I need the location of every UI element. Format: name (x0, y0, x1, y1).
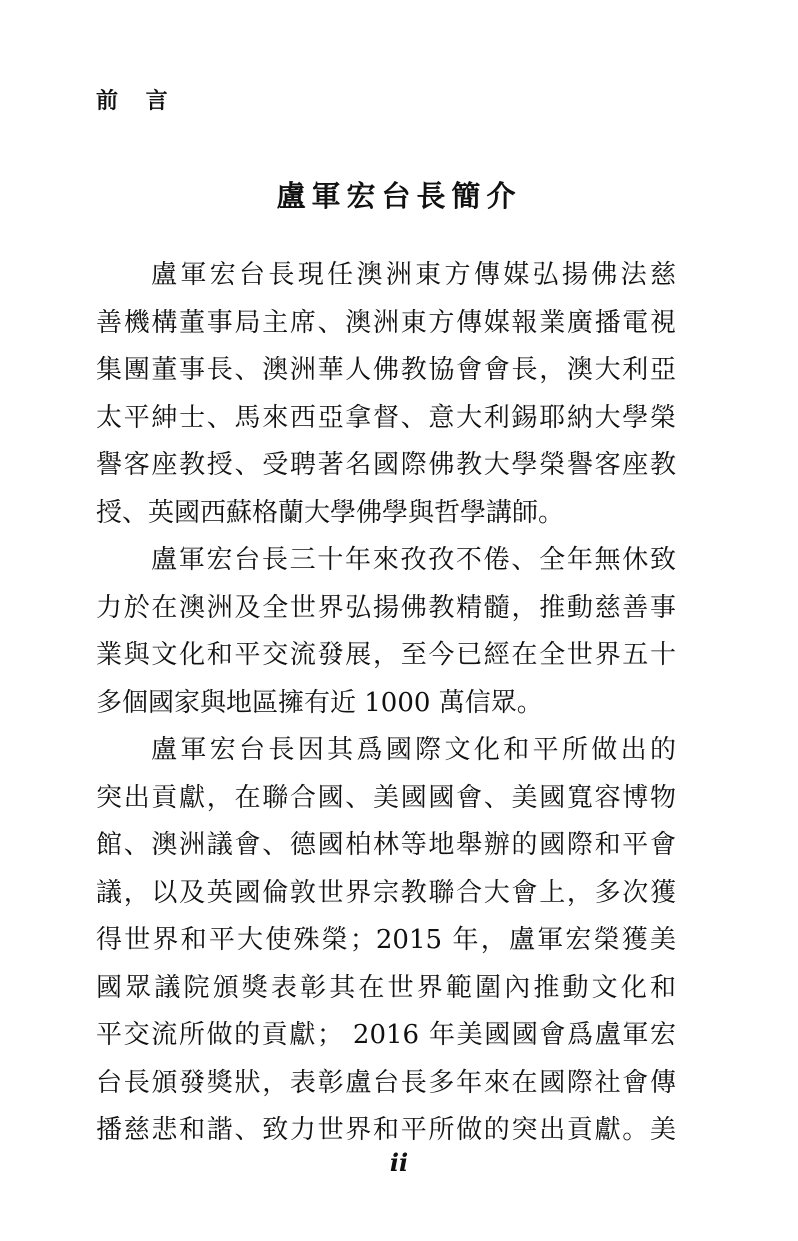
text-line: 議，以及英國倫敦世界宗教聯合大會上，多次獲 (96, 877, 676, 908)
text-line: 播慈悲和諧、致力世界和平所做的突出貢獻。美 (96, 1115, 676, 1145)
page-title: 盧軍宏台長簡介 (276, 179, 522, 213)
text-line: 授、英國西蘇格蘭大學佛學與哲學講師。 (96, 497, 565, 528)
text-line: 突出貢獻，在聯合國、美國國會、美國寬容博物 (96, 782, 676, 813)
page-number: ii (389, 1148, 409, 1177)
text-line: 業與文化和平交流發展，至今已經在全世界五十 (96, 640, 676, 670)
text-line: 國眾議院頒獎表彰其在世界範圍內推動文化和 (96, 972, 676, 1003)
text-line: 盧軍宏台長三十年來孜孜不倦、全年無休致 (151, 545, 676, 575)
text-line: 平交流所做的貢獻； 2016 年美國國會爲盧軍宏 (96, 1020, 676, 1050)
text-line: 集團董事長、澳洲華人佛教協會會長，澳大利亞 (96, 355, 676, 385)
article-body (96, 252, 676, 1155)
paragraph-2 (96, 537, 676, 727)
text-line: 得世界和平大使殊榮；2015 年，盧軍宏榮獲美 (96, 925, 676, 955)
text-line: 善機構董事局主席、澳洲東方傳媒報業廣播電視 (96, 307, 676, 338)
text-line: 譽客座教授、受聘著名國際佛教大學榮譽客座教 (96, 450, 676, 480)
text-line: 力於在澳洲及全世界弘揚佛教精髓，推動慈善事 (96, 592, 676, 623)
paragraph-3 (96, 727, 676, 1155)
text-line: 多個國家與地區擁有近 1000 萬信眾。 (96, 687, 543, 718)
text-line: 館、澳洲議會、德國柏林等地舉辦的國際和平會 (96, 830, 676, 860)
running-header: 前 言 (96, 88, 178, 114)
text-line: 盧軍宏台長因其爲國際文化和平所做出的 (151, 735, 676, 765)
paragraph-1 (96, 252, 676, 537)
text-line: 盧軍宏台長現任澳洲東方傳媒弘揚佛法慈 (151, 260, 676, 290)
text-line: 太平紳士、馬來西亞拿督、意大利錫耶納大學榮 (96, 402, 676, 433)
text-line: 台長頒發獎狀，表彰盧台長多年來在國際社會傳 (96, 1067, 676, 1098)
